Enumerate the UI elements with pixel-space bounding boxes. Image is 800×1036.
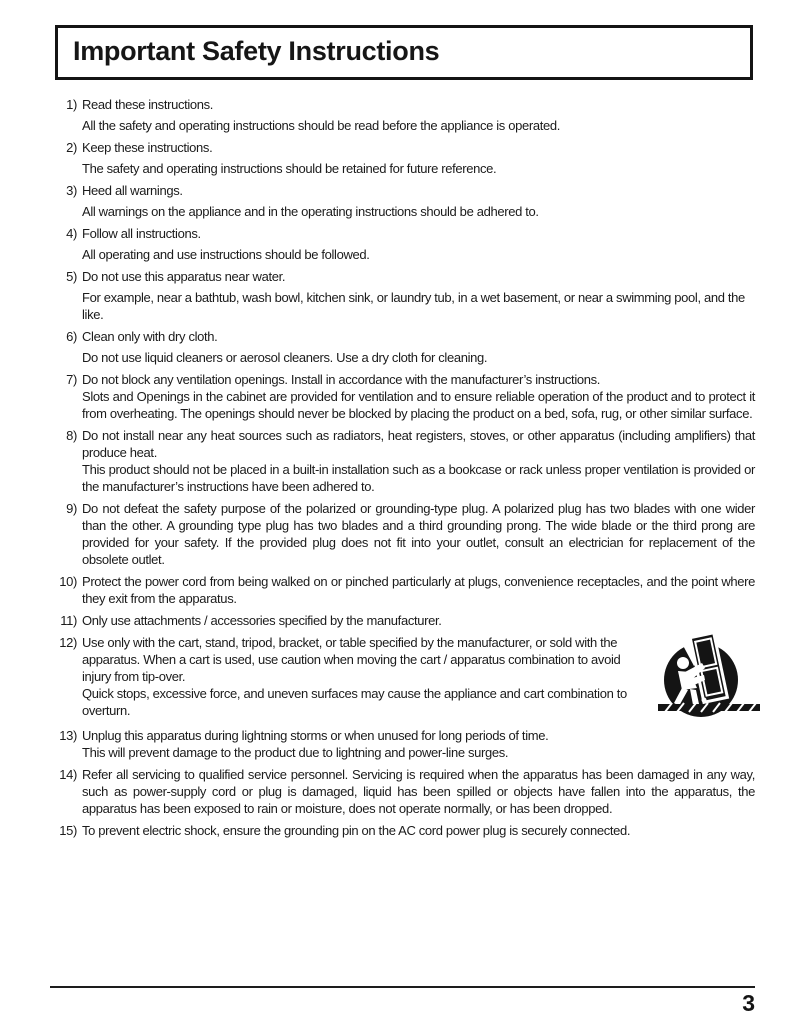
instruction-item <box>55 268 755 323</box>
item-body <box>82 139 755 177</box>
item-number: 7) <box>66 372 77 387</box>
item-number: 13) <box>59 728 77 743</box>
instruction-text: Do not use this apparatus near water. <box>82 269 286 284</box>
instruction-text: Heed all warnings. <box>82 183 183 198</box>
instruction-text: This product should not be placed in a built-in installation such as a bookcase or rack unless proper ventilation is provided or the manufacturer’s instructions have been adhered to. <box>82 462 755 494</box>
footer-rule <box>50 986 755 988</box>
item-body <box>82 727 755 761</box>
item-number: 4) <box>66 226 77 241</box>
item-number: 14) <box>59 767 77 782</box>
item-body <box>82 268 755 323</box>
instruction-text: Quick stops, excessive force, and uneven surfaces may cause the appliance and cart combination to overturn. <box>82 686 627 718</box>
item-number: 11) <box>60 613 77 628</box>
page-number: 3 <box>742 990 755 1016</box>
title-box <box>55 25 753 80</box>
item-body <box>82 96 755 134</box>
item-body <box>82 225 755 263</box>
instruction-item <box>55 96 755 134</box>
instruction-text: Clean only with dry cloth. <box>82 329 218 344</box>
instruction-text: All warnings on the appliance and in the operating instructions should be adhered to. <box>82 204 539 219</box>
instruction-text: Do not block any ventilation openings. Install in accordance with the manufacturer’s instructions. <box>82 372 601 387</box>
instruction-item <box>55 727 755 761</box>
item-body <box>82 822 755 839</box>
instruction-text: Do not use liquid cleaners or aerosol cleaners. Use a dry cloth for cleaning. <box>82 350 488 365</box>
item-number: 12) <box>59 635 77 650</box>
item-number: 2) <box>66 140 77 155</box>
item-body <box>82 182 755 220</box>
instruction-text: Refer all servicing to qualified service personnel. Servicing is required when the apparatus has been damaged in any way, such as power-supply cord or plug is damaged, liquid has been spilled or objects have fallen into the apparatus, the apparatus has been exposed to rain or moisture, does not operate normally, or has been dropped. <box>82 767 755 816</box>
instruction-text: All operating and use instructions should be followed. <box>82 247 370 262</box>
item-number: 3) <box>66 183 77 198</box>
instruction-item <box>55 328 755 366</box>
item-number: 1) <box>66 97 77 112</box>
instruction-item <box>55 139 755 177</box>
instruction-text: This will prevent damage to the product due to lightning and power-line surges. <box>82 745 509 760</box>
instruction-item <box>55 573 755 607</box>
item-number: 8) <box>66 428 77 443</box>
instruction-text: Unplug this apparatus during lightning storms or when unused for long periods of time. <box>82 728 549 743</box>
instruction-text: Protect the power cord from being walked on or pinched particularly at plugs, convenience receptacles, and the point where they exit from the apparatus. <box>82 574 755 606</box>
item-body <box>82 371 755 422</box>
instruction-item <box>55 634 755 722</box>
instruction-text: Slots and Openings in the cabinet are provided for ventilation and to ensure reliable operation of the product and to protect it from overheating. The openings should never be blocked by placing the product on a bed, sofa, rug, or other similar surface. <box>82 389 755 421</box>
instruction-item <box>55 500 755 568</box>
instruction-text: All the safety and operating instructions should be read before the appliance is operated. <box>82 118 561 133</box>
instruction-text: Only use attachments / accessories specified by the manufacturer. <box>82 613 442 628</box>
instructions-list <box>55 96 755 844</box>
instruction-text: Do not install near any heat sources such as radiators, heat registers, stoves, or other apparatus (including amplifiers) that produce heat. <box>82 428 755 460</box>
instruction-text: The safety and operating instructions should be retained for future reference. <box>82 161 497 176</box>
item-number: 10) <box>59 574 77 589</box>
item-number: 5) <box>66 269 77 284</box>
instruction-text: Use only with the cart, stand, tripod, bracket, or table specified by the manufacturer, or sold with the apparatus. When a cart is used, use caution when moving the cart / apparatus combination to avoid injury from tip-over. <box>82 635 621 684</box>
instruction-text: Do not defeat the safety purpose of the polarized or grounding-type plug. A polarized plug has two blades with one wider than the other. A grounding type plug has two blades and a third grounding prong. The wide blade or the third prong are provided for your safety. If the provided plug does not fit into your outlet, consult an electrician for replacement of the obsolete outlet. <box>82 501 755 567</box>
item-number: 15) <box>59 823 77 838</box>
item-body <box>82 427 755 495</box>
item-body <box>82 328 755 366</box>
instruction-item <box>55 427 755 495</box>
item-body <box>82 766 755 817</box>
item-body <box>82 634 755 722</box>
instruction-item <box>55 371 755 422</box>
cart-tip-over-warning-icon <box>657 634 761 720</box>
item-body <box>82 500 755 568</box>
item-number: 9) <box>66 501 77 516</box>
instruction-text: Follow all instructions. <box>82 226 201 241</box>
instruction-text: To prevent electric shock, ensure the grounding pin on the AC cord power plug is securely connected. <box>82 823 631 838</box>
item-body <box>82 573 755 607</box>
item-body <box>82 612 755 629</box>
item-number: 6) <box>66 329 77 344</box>
instruction-text: Read these instructions. <box>82 97 214 112</box>
instruction-item <box>55 822 755 839</box>
instruction-item <box>55 182 755 220</box>
page-title: Important Safety Instructions <box>73 36 440 66</box>
instruction-text: For example, near a bathtub, wash bowl, kitchen sink, or laundry tub, in a wet basement, or near a swimming pool, and the like. <box>82 290 745 322</box>
instruction-text: Keep these instructions. <box>82 140 213 155</box>
instruction-item <box>55 612 755 629</box>
footer <box>50 986 755 1015</box>
instruction-item <box>55 766 755 817</box>
instruction-item <box>55 225 755 263</box>
